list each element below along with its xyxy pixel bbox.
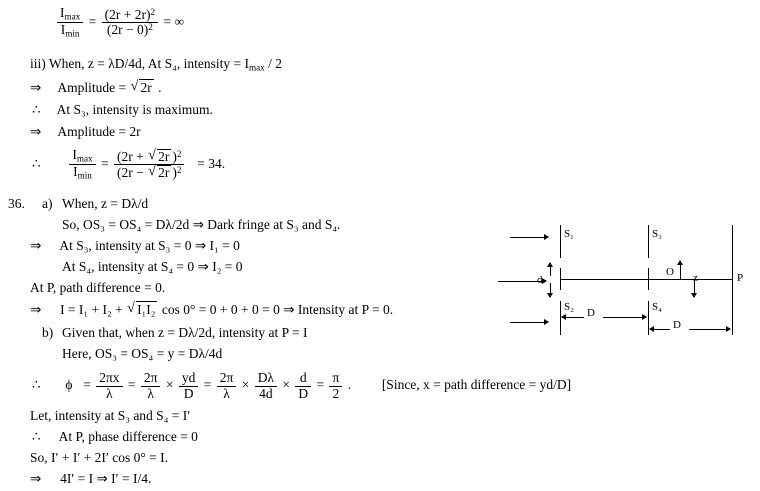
screen1-upper-segment — [560, 225, 561, 258]
incoming-arrow-top — [510, 233, 548, 240]
f2-den: λ — [141, 386, 161, 402]
s3-max-intensity-line — [32, 102, 213, 118]
equals-3: = — [203, 377, 212, 393]
imin-symbol: I — [60, 22, 66, 38]
equals-sign: = — [88, 14, 97, 30]
since-note: [Since, x = path difference = yd/D] — [381, 377, 572, 393]
amplitude-sqrt2r-line — [30, 79, 161, 96]
step-iii-line — [30, 56, 282, 73]
os3-os4-value-line: Here, OS₃ = OS₄ = y = Dλ/4d — [62, 346, 223, 361]
phase-difference-equation — [32, 371, 571, 401]
equals-1: = — [83, 377, 91, 393]
let-intensity-line: Let, intensity at S₃ and S₄ = I′ — [30, 408, 191, 423]
f2-num: 2π — [143, 370, 158, 385]
os3-os4-dark-fringe-line: So, OS₃ = OS₄ = Dλ/2d ⇒ Dark fringe at S₃ and S₄. — [62, 217, 341, 232]
label-d-big-2: D — [673, 319, 681, 331]
equation-ratio-34 — [32, 148, 225, 182]
den-suffix: ) — [172, 165, 177, 181]
expression-fraction — [102, 8, 158, 38]
s3-max-intensity-text: At S₃, intensity is maximum. — [56, 102, 213, 117]
f7-num: π — [332, 370, 340, 385]
part-b-label: b) — [42, 325, 54, 340]
times-2: × — [241, 377, 250, 393]
sqrt-2r-radicand: 2r — [140, 80, 152, 95]
label-o: O — [666, 266, 674, 278]
label-s4: S₄ — [652, 301, 662, 313]
double-slit-diagram — [490, 225, 750, 355]
fraction-pi-2 — [329, 371, 342, 401]
den-exponent: 2 — [176, 165, 182, 176]
result-34: = 34. — [197, 156, 226, 172]
sqrt-2r-den — [148, 165, 171, 181]
equals-4: = — [316, 377, 325, 393]
intensity-sum-prefix: I = I₁ + I₂ + — [60, 302, 127, 317]
fraction-d-D — [295, 371, 311, 401]
implies-arrow-5: ⇒ — [30, 471, 42, 486]
result-infinity: = ∞ — [163, 14, 185, 30]
phi-symbol: ϕ — [65, 377, 73, 393]
part-a-label: a) — [42, 196, 53, 211]
imax-symbol-2: I — [72, 147, 77, 162]
f4-den: λ — [217, 386, 237, 402]
step-iii-text: iii) When, z = λD/4d, At S₄, intensity = I — [30, 56, 249, 71]
therefore-symbol-3: ∴ — [32, 377, 41, 393]
d1-arrow-left — [562, 313, 584, 320]
num-exponent: 2 — [176, 148, 182, 159]
f1-num: 2πx — [99, 370, 120, 385]
f5-den: 4d — [255, 386, 277, 402]
intensity-sum-line: So, I′ + I′ + 2I′ cos 0° = I. — [30, 450, 168, 465]
path-difference-line: At P, path difference = 0. — [30, 280, 166, 295]
implies-arrow-3: ⇒ — [30, 238, 42, 253]
phase-difference-zero-text: At P, phase difference = 0 — [58, 429, 198, 444]
therefore-symbol: ∴ — [32, 102, 41, 117]
equals-sign-2: = — [101, 156, 109, 172]
s3-intensity-text: At S₃, intensity at S₃ = 0 ⇒ I₁ = 0 — [59, 238, 240, 253]
intensity-sum-suffix: cos 0° = 0 + 0 + 0 = 0 ⇒ Intensity at P = 0. — [158, 302, 394, 317]
imax-subscript-2: max — [248, 62, 265, 73]
imax-subscript: max — [64, 11, 81, 22]
slit-separation-arrow-down — [546, 283, 553, 297]
fraction-2pix-lambda — [96, 371, 122, 401]
num-suffix: ) — [172, 148, 177, 164]
f1-den: λ — [96, 386, 122, 402]
d1-arrow-right — [603, 313, 646, 320]
amplitude-2r-line — [30, 124, 141, 140]
incoming-arrow-bottom — [510, 318, 548, 325]
label-p: P — [737, 272, 744, 284]
sqrt-2r-num-radicand: 2r — [158, 148, 170, 164]
s3-intensity-line — [30, 238, 240, 254]
fraction-2pi-lambda — [141, 371, 161, 401]
period-2: . — [347, 377, 352, 393]
implies-arrow: ⇒ — [30, 80, 42, 95]
s4-intensity-line: At S₄, intensity at S₄ = 0 ⇒ I₂ = 0 — [62, 259, 243, 274]
imax-symbol: I — [60, 5, 65, 20]
amplitude-label: Amplitude = — [57, 80, 130, 95]
label-d-big-1: D — [587, 307, 595, 319]
implies-arrow-4: ⇒ — [30, 302, 42, 317]
equation-ratio-infinite — [55, 6, 184, 40]
final-result-text: 4I′ = I ⇒ I′ = I/4. — [60, 471, 152, 486]
imax-imin-fraction — [57, 6, 83, 40]
imax-imin-fraction-2 — [69, 148, 95, 182]
times-1: × — [165, 377, 174, 393]
label-z: z — [693, 272, 698, 284]
imin-subscript-2: min — [77, 171, 92, 182]
numerator-expr: (2r + 2r) — [104, 6, 151, 22]
sqrt-2r — [130, 79, 153, 96]
amplitude-2r-text: Amplitude = 2r — [57, 124, 141, 139]
screen2-upper-segment — [648, 225, 649, 258]
slit-separation-arrow-up — [546, 263, 553, 276]
implies-arrow-2: ⇒ — [30, 124, 42, 139]
part-a-text: When, z = Dλ/d — [62, 196, 149, 211]
numerator-exponent: 2 — [150, 6, 156, 17]
fraction-yd-d — [179, 371, 199, 401]
f5-num: Dλ — [257, 370, 274, 385]
therefore-symbol-2: ∴ — [32, 156, 41, 172]
f6-den: D — [295, 386, 311, 402]
label-s3: S₃ — [652, 228, 662, 240]
optical-axis — [560, 279, 732, 280]
label-s1: S₁ — [564, 228, 574, 240]
intensity-at-p-line — [30, 301, 393, 318]
times-3: × — [282, 377, 290, 393]
f6-num: d — [299, 370, 307, 385]
imin-subscript: min — [65, 29, 80, 40]
phase-difference-zero-line — [32, 429, 198, 445]
label-s2: S₂ — [564, 301, 574, 313]
sqrt-2r-den-radicand: 2r — [158, 165, 170, 181]
period: . — [158, 80, 162, 95]
f3-den: D — [179, 386, 199, 402]
sqrt-i1i2 — [127, 301, 157, 318]
step-iii-tail: / 2 — [264, 56, 283, 71]
imax-subscript-3: max — [76, 153, 93, 164]
z-arrow-up — [676, 261, 683, 279]
final-screen — [732, 225, 733, 335]
d2-arrow-right — [689, 325, 730, 332]
therefore-symbol-4: ∴ — [32, 429, 41, 444]
imin-symbol-2: I — [73, 164, 78, 180]
problem-number-36: 36. — [8, 196, 25, 211]
d2-arrow-left — [650, 325, 670, 332]
fraction-dlambda-4d — [255, 371, 277, 401]
expression-fraction-2 — [114, 149, 184, 181]
f4-num: 2π — [219, 370, 234, 385]
label-d-small: d — [537, 274, 543, 286]
sqrt-2r-num — [148, 149, 171, 165]
denominator-exponent: 2 — [148, 22, 153, 33]
final-result-line — [30, 471, 151, 487]
denominator-expr: (2r − 0) — [106, 22, 149, 38]
fraction-2pi-lambda-2 — [217, 371, 237, 401]
num-prefix: (2r + — [117, 148, 148, 164]
equals-2: = — [127, 377, 136, 393]
den-prefix: (2r − — [117, 165, 148, 181]
f7-den: 2 — [329, 386, 342, 402]
part-b-text: Given that, when z = Dλ/2d, intensity at P = I — [62, 325, 308, 340]
f3-num: yd — [181, 370, 196, 385]
sqrt-i1i2-radicand: I₁I₂ — [137, 302, 156, 317]
